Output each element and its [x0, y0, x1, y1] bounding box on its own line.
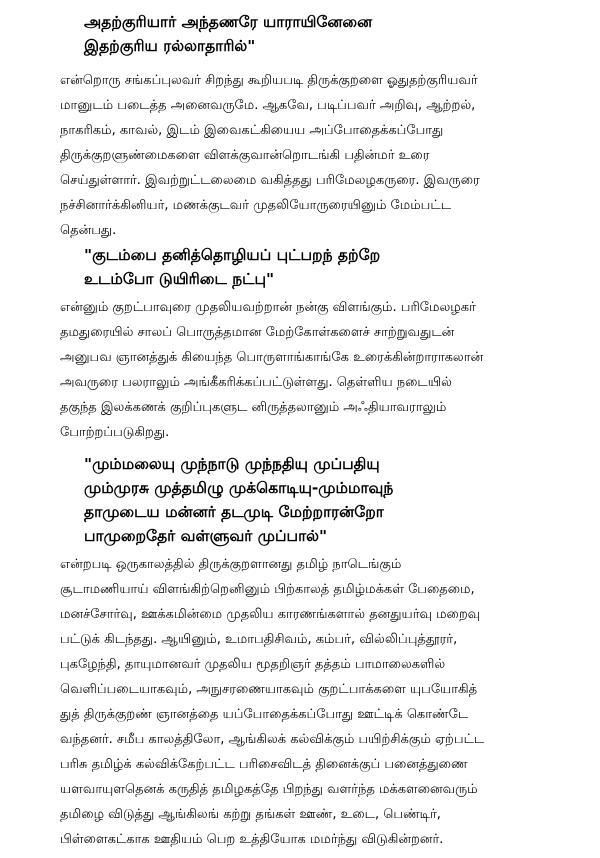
paragraph-2 — [60, 295, 584, 445]
paragraph-line: திருக்குறளுண்மைகளை விளக்குவான்றொடங்கி பதின்மர் உரை — [60, 148, 430, 163]
paragraph-line: தமிழை விடுத்து ஆங்கிலங் கற்று தங்கள் ஊண், உடை, பெண்டிர், — [60, 807, 441, 822]
paragraph-line: என்னும் குறட்பாவுரை முதலியவற்றான் நன்கு விளங்கும். பரிமேலழகர் — [60, 300, 476, 315]
paragraph-line: மனச்சோர்வு, ஊக்கமின்மை முதலிய காரணங்களால் தனதுயர்வு மறைவு — [60, 607, 481, 622]
paragraph-line: அனுபவ ஞானத்துக் கியைந்த பொருளாங்காங்கே உரைக்கின்றாராகலான் — [60, 350, 484, 365]
paragraph-line: மானுடம் படைத்த அனைவருமே. ஆகவே, படிப்பவர் அறிவு, ஆற்றல், — [60, 98, 476, 113]
verse-line: இதற்குரிய ரல்லாதாரில்" — [84, 37, 256, 55]
paragraph-line: போற்றப்படுகிறது. — [60, 425, 170, 440]
paragraph-line: என்றபடி ஒருகாலத்தில் திருக்குறளானது தமிழ் நாடெங்கும் — [60, 557, 402, 572]
paragraph-line: தகுந்த இலக்கணக் குறிப்புகளுட னிருத்தலானும் அஃதியாவராலும் — [60, 400, 447, 415]
paragraph-line: சூடாமணியாய் விளங்கிற்றெனினும் பிற்காலத் தமிழ்மக்கள் பேதைமை, — [60, 582, 475, 597]
verse-line: "மும்மலையு முந்நாடு முந்நதியு முப்பதியு — [84, 455, 380, 473]
paragraph-line: செய்துள்ளார். இவற்றுட்டலைமை வகித்தது பரிமேலழகருரை. இவருரை — [60, 173, 480, 188]
paragraph-line: தமதுரையில் சாலப் பொருத்தமான மேற்கோள்களைச் சாற்றுவதுடன் — [60, 325, 455, 340]
paragraph-line: பிள்ளைகட்காக ஊதியம் பெற உத்தியோக மமர்ந்து விடுகின்றனர். — [60, 832, 444, 847]
verse-quote-2 — [84, 243, 380, 291]
paragraph-line: பரிசு தமிழ்க் கல்விக்கேற்பட்ட பரிசைவிடத் தினைக்குப் பனைத்துணை — [60, 757, 468, 772]
paragraph-line: வெளிப்படையாகவும், அநுசரணையாகவும் குறட்பாக்களை யுபயோகித் — [60, 682, 478, 697]
verse-line: உடம்போ டுயிரிடை நட்பு" — [84, 270, 275, 288]
verse-line: "குடம்பை தனித்தொழியப் புட்பறந் தற்றே — [84, 246, 381, 264]
paragraph-line: என்றொரு சங்கப்புலவர் சிறந்து கூறியபடி திருக்குறளை ஓதுதற்குரியவர் — [60, 73, 478, 88]
paragraph-line: புகழேந்தி, தாயுமானவர் முதலிய மூதறிஞர் தத்தம் பாமாலைகளில் — [60, 657, 446, 672]
paragraph-line: நாகரிகம், காவல், இடம் இவைகட்கியைய அப்போதைக்கப்போது — [60, 123, 444, 138]
paragraph-line: அவருரை பலராலும் அங்கீகரிக்கப்பட்டுள்ளது. தெள்ளிய நடையில் — [60, 375, 452, 390]
paragraph-3 — [60, 552, 584, 852]
verse-line: அதற்குரியார் அந்தணரே யாராயினேனை — [84, 13, 373, 31]
paragraph-line: நச்சினார்க்கினியர், மணக்குடவர் முதலியோருரையினும் மேம்பட்ட — [60, 198, 452, 213]
verse-line: மும்முரசு முத்தமிழு முக்கொடியு-மும்மாவுந் — [84, 479, 394, 497]
paragraph-line: துத் திருக்குறண் ஞானத்தை யப்போதைக்கப்போது ஊட்டிக் கொண்டே — [60, 707, 469, 722]
paragraph-line: பட்டுக் கிடந்தது. ஆயினும், உமாபதிசிவம், கம்பர், வில்லிப்புத்தூரர், — [60, 632, 458, 647]
paragraph-line: வந்தனர். சமீப காலத்திலோ, ஆங்கிலக் கல்விக்கும் பயிற்சிக்கும் ஏற்பட்ட — [60, 732, 485, 747]
verse-line: பாமுறைதேர் வள்ளுவர் முப்பால்" — [84, 527, 328, 545]
paragraph-1 — [60, 68, 584, 243]
paragraph-line: யளவாயுளதெனக் கருதித் தமிழகத்தே பிறந்து வளர்ந்த மக்களனைவரும் — [60, 782, 478, 797]
verse-quote-1 — [84, 10, 372, 58]
verse-line: தாமுடைய மன்னர் தடமுடி மேற்றாரன்றோ — [84, 503, 384, 521]
verse-quote-3 — [84, 452, 393, 548]
paragraph-line: தென்பது. — [60, 223, 117, 238]
